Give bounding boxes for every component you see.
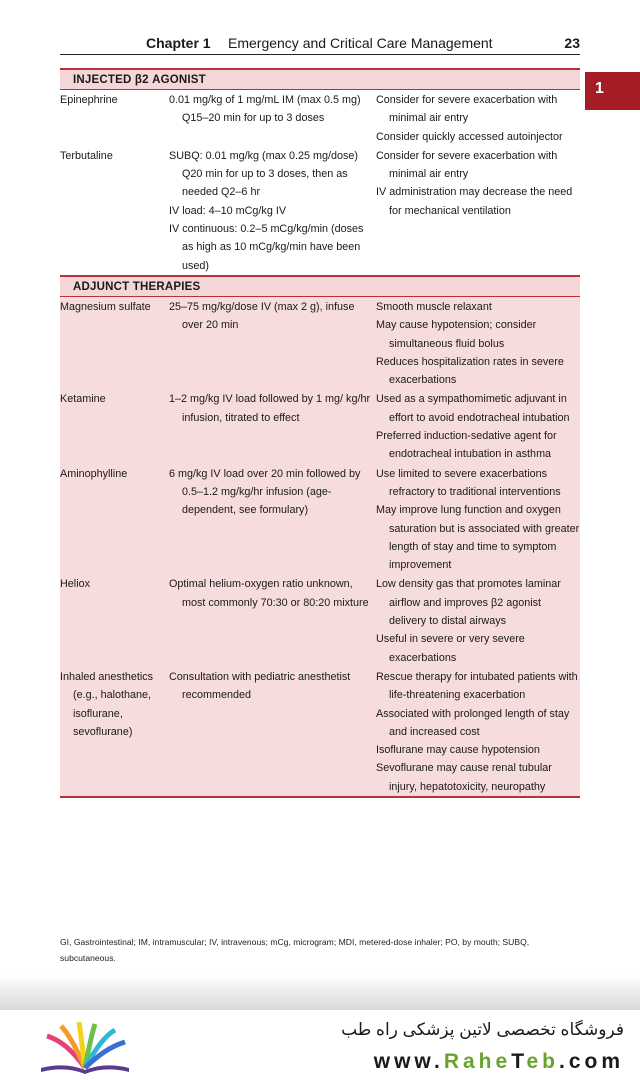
- note-line: Smooth muscle relaxant: [376, 300, 492, 313]
- open-book-logo-icon: [35, 1022, 135, 1077]
- note-line: Used as a sympathomimetic adjuvant in effort to avoid endotracheal intubation: [376, 393, 570, 424]
- notes-cell: [376, 147, 580, 275]
- url-part: eb: [526, 1050, 559, 1073]
- note-line: Useful in severe or very severe exacerbations: [376, 633, 525, 664]
- drug-name: Inhaled anesthetics (e.g., halothane, isoflurane, sevoflurane): [60, 670, 154, 738]
- dose-cell: [169, 147, 376, 275]
- table-row: [60, 464, 580, 575]
- drug-name: Epinephrine: [60, 94, 118, 106]
- notes-cell: [376, 91, 580, 146]
- drug-name: Heliox: [60, 578, 91, 591]
- drug-table: [60, 68, 580, 798]
- url-suffix: .com: [558, 1050, 624, 1073]
- dose-cell: [169, 668, 376, 796]
- notes-cell: [376, 465, 580, 575]
- dose-line: 6 mg/kg IV load over 20 min followed by 0.5–1.2 mg/kg/hr infusion (age-dependent, see formulary): [169, 467, 361, 517]
- dose-cell: [169, 91, 376, 146]
- url-prefix: www.: [373, 1050, 444, 1073]
- note-line: Consider for severe exacerbation with minimal air entry: [376, 149, 558, 181]
- note-line: Low density gas that promotes laminar airflow and improves β2 agonist delivery to distal airways: [376, 578, 561, 628]
- dose-cell: [169, 465, 376, 575]
- section-heading: ADJUNCT THERAPIES: [60, 275, 580, 297]
- table-row: [60, 389, 580, 463]
- url-part: T: [511, 1050, 527, 1073]
- footnote: GI, Gastrointestinal; IM, intramuscular; IV, intravenous; mCg, microgram; MDI, metered-dose inhaler; PO, by mouth; SUBQ, subcutaneous.: [60, 937, 530, 963]
- note-line: Consider quickly accessed autoinjector: [376, 130, 563, 143]
- dose-cell: [169, 575, 376, 666]
- store-banner: [0, 1010, 640, 1080]
- dose-line: Optimal helium-oxygen ratio unknown, most commonly 70:30 or 80:20 mixture: [169, 578, 369, 609]
- note-line: Associated with prolonged length of stay and increased cost: [376, 707, 570, 738]
- dose-line: Consultation with pediatric anesthetist recommended: [169, 670, 351, 702]
- chapter-title: Emergency and Critical Care Management: [228, 35, 493, 51]
- section-heading: INJECTED β2 AGONIST: [60, 68, 580, 90]
- drug-name: Aminophylline: [60, 467, 128, 480]
- chapter-label: Chapter 1: [146, 35, 211, 51]
- chapter-tab: [585, 72, 640, 110]
- table-row: [60, 574, 580, 666]
- chapter-tab-number: 1: [595, 80, 604, 97]
- note-line: Consider for severe exacerbation with minimal air entry: [376, 94, 558, 125]
- note-line: May improve lung function and oxygen saturation but is associated with greater length of stay and time to symptom improvement: [376, 504, 580, 572]
- section-body: [60, 297, 580, 798]
- url-part: Rahe: [443, 1050, 512, 1073]
- dose-line: 0.01 mg/kg of 1 mg/mL IM (max 0.5 mg) Q15–20 min for up to 3 doses: [169, 94, 361, 125]
- note-line: Use limited to severe exacerbations refractory to traditional interventions: [376, 467, 561, 498]
- table-row: [60, 297, 580, 389]
- notes-cell: [376, 390, 580, 463]
- dose-line: IV continuous: 0.2–5 mCg/kg/min (doses as high as 10 mCg/kg/min have been used): [169, 223, 364, 272]
- drug-name: Ketamine: [60, 393, 106, 406]
- page-number: 23: [564, 35, 580, 51]
- page-shadow: [0, 975, 640, 1010]
- table-row: [60, 146, 580, 275]
- notes-cell: [376, 575, 580, 666]
- note-line: Rescue therapy for intubated patients with life-threatening exacerbation: [376, 670, 578, 702]
- notes-cell: [376, 668, 580, 796]
- dose-line: 1–2 mg/kg IV load followed by 1 mg/ kg/hr infusion, titrated to effect: [169, 393, 371, 424]
- drug-name: Terbutaline: [60, 149, 113, 162]
- note-line: Preferred induction-sedative agent for endotracheal intubation in asthma: [376, 430, 557, 461]
- running-header: [60, 34, 580, 55]
- notes-cell: [376, 298, 580, 389]
- note-line: IV administration may decrease the need for mechanical ventilation: [376, 186, 573, 217]
- table-row: [60, 667, 580, 796]
- store-url[interactable]: [374, 1050, 624, 1074]
- note-line: May cause hypotension; consider simultaneous fluid bolus: [376, 319, 537, 350]
- dose-line: SUBQ: 0.01 mg/kg (max 0.25 mg/dose) Q20 min for up to 3 doses, then as needed Q2–6 hr: [169, 149, 359, 199]
- note-line: Reduces hospitalization rates in severe exacerbations: [376, 355, 564, 387]
- dose-cell: [169, 390, 376, 463]
- dose-cell: [169, 298, 376, 389]
- drug-name: Magnesium sulfate: [60, 300, 151, 313]
- store-name: فروشگاه تخصصی لاتین پزشکی راه طب: [341, 1020, 624, 1039]
- note-line: Sevoflurane may cause renal tubular injury, hepatotoxicity, neuropathy: [376, 762, 552, 793]
- table-row: [60, 90, 580, 146]
- dose-line: 25–75 mg/kg/dose IV (max 2 g), infuse over 20 min: [169, 300, 355, 332]
- note-line: Isoflurane may cause hypotension: [376, 744, 540, 757]
- section-body: [60, 90, 580, 275]
- dose-line: IV load: 4–10 mCg/kg IV: [169, 204, 287, 217]
